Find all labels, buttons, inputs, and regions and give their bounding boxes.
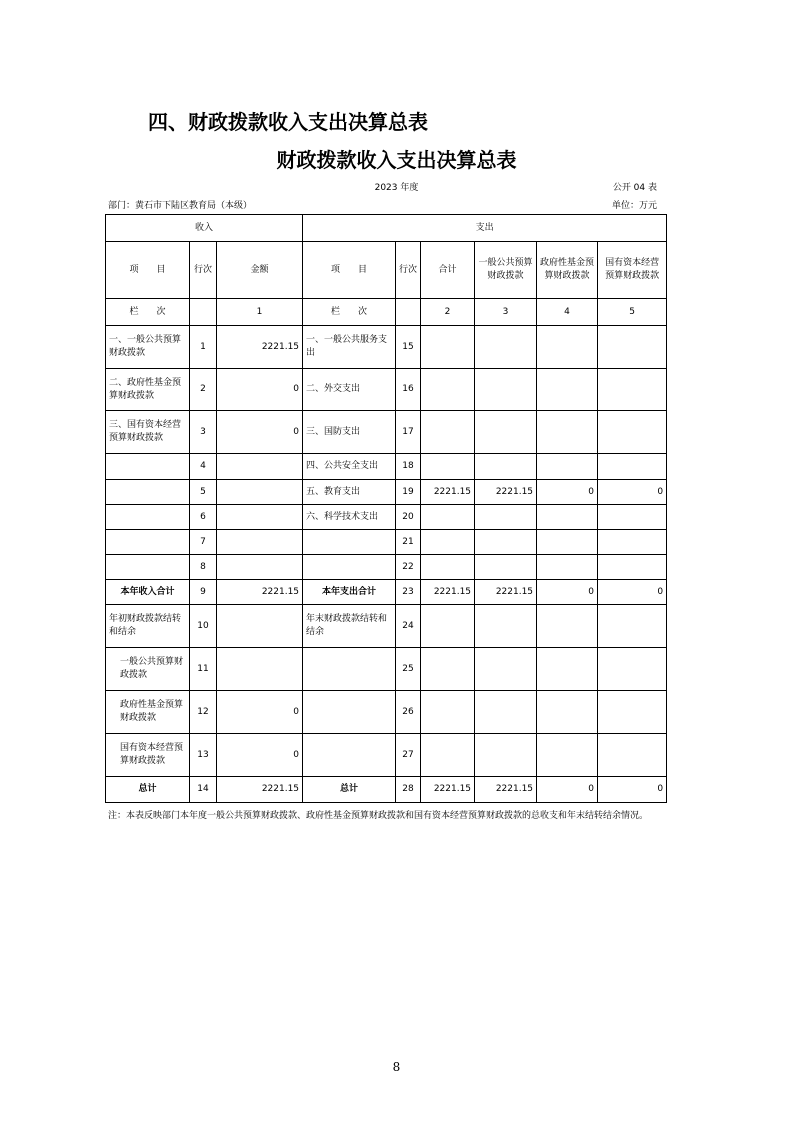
expense-row-number: 21 (396, 530, 421, 555)
income-row-number: 6 (190, 505, 217, 530)
expense-item: 一、一般公共服务支出 (303, 326, 396, 369)
total-value (421, 326, 475, 369)
income-row-number: 4 (190, 454, 217, 480)
amount-header: 金额 (217, 242, 303, 299)
expense-row-number: 27 (396, 734, 421, 777)
state-capital-value (598, 454, 667, 480)
expense-item (303, 555, 396, 580)
income-item (106, 480, 190, 505)
income-row-number: 2 (190, 369, 217, 411)
expense-row-number: 16 (396, 369, 421, 411)
expense-row-number: 18 (396, 454, 421, 480)
income-item: 三、国有资本经营预算财政拨款 (106, 411, 190, 454)
total-value: 2221.15 (421, 480, 475, 505)
gov-fund-value (537, 734, 598, 777)
state-capital-value: 0 (598, 580, 667, 605)
total-value: 2221.15 (421, 580, 475, 605)
income-item: 二、政府性基金预算财政拨款 (106, 369, 190, 411)
income-row-number: 5 (190, 480, 217, 505)
income-row-number: 12 (190, 691, 217, 734)
gov-fund-value (537, 648, 598, 691)
expense-item-header: 项 目 (303, 242, 396, 299)
state-capital-value (598, 505, 667, 530)
form-number: 公开 04 表 (612, 183, 657, 193)
general-budget-value (475, 505, 537, 530)
expense-item: 二、外交支出 (303, 369, 396, 411)
income-item (106, 454, 190, 480)
general-budget-value (475, 326, 537, 369)
income-row-number: 7 (190, 530, 217, 555)
state-capital-value (598, 530, 667, 555)
total-value (421, 555, 475, 580)
table-row (106, 505, 667, 530)
gov-fund-value (537, 369, 598, 411)
general-budget-value: 2221.15 (475, 580, 537, 605)
expense-item: 六、科学技术支出 (303, 505, 396, 530)
gov-fund-value (537, 555, 598, 580)
income-amount: 0 (217, 411, 303, 454)
income-amount (217, 505, 303, 530)
total-value (421, 454, 475, 480)
income-item (106, 555, 190, 580)
gov-fund-value: 0 (537, 777, 598, 803)
general-budget-value: 2221.15 (475, 480, 537, 505)
table-row (106, 369, 667, 411)
column-index-2: 2 (421, 299, 475, 326)
income-amount (217, 454, 303, 480)
income-row-number: 3 (190, 411, 217, 454)
state-capital-value (598, 648, 667, 691)
table-row (106, 454, 667, 480)
column-index-label: 栏 次 (106, 299, 190, 326)
income-amount (217, 605, 303, 648)
income-item-header: 项 目 (106, 242, 190, 299)
total-value (421, 648, 475, 691)
page-number: 8 (392, 1060, 401, 1074)
table-row (106, 530, 667, 555)
column-index-1: 1 (217, 299, 303, 326)
general-budget-value (475, 555, 537, 580)
income-amount (217, 648, 303, 691)
fiscal-appropriation-table (105, 214, 667, 803)
expense-item: 年末财政拨款结转和结余 (303, 605, 396, 648)
state-capital-header: 国有资本经营预算财政拨款 (598, 242, 667, 299)
unit-label: 单位：万元 (611, 201, 657, 211)
table-row (106, 326, 667, 369)
expense-row-number: 23 (396, 580, 421, 605)
table-row (106, 480, 667, 505)
total-value (421, 369, 475, 411)
expense-row-number: 25 (396, 648, 421, 691)
gov-fund-value: 0 (537, 580, 598, 605)
column-index-label: 栏 次 (303, 299, 396, 326)
expense-row-number: 28 (396, 777, 421, 803)
column-index-5: 5 (598, 299, 667, 326)
general-budget-value (475, 369, 537, 411)
income-item: 总计 (106, 777, 190, 803)
income-row-number: 10 (190, 605, 217, 648)
gov-fund-value: 0 (537, 480, 598, 505)
state-capital-value (598, 691, 667, 734)
income-amount: 2221.15 (217, 777, 303, 803)
income-item: 一、一般公共预算财政拨款 (106, 326, 190, 369)
gov-fund-value (537, 691, 598, 734)
state-capital-value (598, 555, 667, 580)
gov-fund-value (537, 454, 598, 480)
general-budget-value (475, 648, 537, 691)
table-row (106, 777, 667, 803)
income-item (106, 505, 190, 530)
income-amount: 2221.15 (217, 580, 303, 605)
general-budget-value: 2221.15 (475, 777, 537, 803)
total-value (421, 505, 475, 530)
income-row-number: 8 (190, 555, 217, 580)
state-capital-value (598, 326, 667, 369)
income-amount: 0 (217, 734, 303, 777)
expense-item (303, 691, 396, 734)
empty-cell (190, 299, 217, 326)
general-budget-header: 一般公共预算财政拨款 (475, 242, 537, 299)
general-budget-value (475, 454, 537, 480)
gov-fund-value (537, 326, 598, 369)
general-budget-value (475, 691, 537, 734)
expense-row-number: 26 (396, 691, 421, 734)
expense-item (303, 734, 396, 777)
income-item (106, 530, 190, 555)
income-row-number: 13 (190, 734, 217, 777)
table-row (106, 648, 667, 691)
department-label: 部门：黄石市下陆区教育局（本级） (108, 201, 253, 211)
total-header: 合计 (421, 242, 475, 299)
gov-fund-value (537, 505, 598, 530)
year-label: 2023 年度 (374, 183, 419, 193)
income-amount (217, 530, 303, 555)
income-item: 国有资本经营预算财政拨款 (106, 734, 190, 777)
gov-fund-header: 政府性基金预算财政拨款 (537, 242, 598, 299)
section-heading: 四、财政拨款收入支出决算总表 (148, 110, 428, 134)
expense-row-number: 22 (396, 555, 421, 580)
column-index-3: 3 (475, 299, 537, 326)
state-capital-value (598, 605, 667, 648)
income-amount: 0 (217, 691, 303, 734)
income-row-number: 9 (190, 580, 217, 605)
expense-item (303, 648, 396, 691)
income-amount (217, 555, 303, 580)
income-amount (217, 480, 303, 505)
income-item: 年初财政拨款结转和结余 (106, 605, 190, 648)
general-budget-value (475, 605, 537, 648)
expense-item: 本年支出合计 (303, 580, 396, 605)
gov-fund-value (537, 530, 598, 555)
total-value (421, 734, 475, 777)
expense-row-number: 15 (396, 326, 421, 369)
expense-item (303, 530, 396, 555)
expense-item: 三、国防支出 (303, 411, 396, 454)
income-header: 收入 (106, 215, 303, 242)
expense-row-number: 20 (396, 505, 421, 530)
income-row-number: 11 (190, 648, 217, 691)
income-row-header: 行次 (190, 242, 217, 299)
income-row-number: 14 (190, 777, 217, 803)
expense-header: 支出 (303, 215, 667, 242)
table-row (106, 605, 667, 648)
general-budget-value (475, 411, 537, 454)
gov-fund-value (537, 605, 598, 648)
table-row (106, 691, 667, 734)
general-budget-value (475, 734, 537, 777)
general-budget-value (475, 530, 537, 555)
table-footnote: 注：本表反映部门本年度一般公共预算财政拨款、政府性基金预算财政拨款和国有资本经营预算财政拨款的总收支和年末结转结余情况。 (108, 811, 649, 821)
table-row (106, 734, 667, 777)
expense-row-number: 19 (396, 480, 421, 505)
income-amount: 2221.15 (217, 326, 303, 369)
expense-row-header: 行次 (396, 242, 421, 299)
total-value (421, 691, 475, 734)
table-row (106, 555, 667, 580)
state-capital-value: 0 (598, 480, 667, 505)
income-row-number: 1 (190, 326, 217, 369)
total-value: 2221.15 (421, 777, 475, 803)
empty-cell (396, 299, 421, 326)
income-item: 一般公共预算财政拨款 (106, 648, 190, 691)
income-item: 本年收入合计 (106, 580, 190, 605)
state-capital-value (598, 734, 667, 777)
total-value (421, 411, 475, 454)
state-capital-value (598, 369, 667, 411)
expense-row-number: 24 (396, 605, 421, 648)
income-item: 政府性基金预算财政拨款 (106, 691, 190, 734)
total-value (421, 530, 475, 555)
total-value (421, 605, 475, 648)
table-row (106, 580, 667, 605)
gov-fund-value (537, 411, 598, 454)
table-row (106, 411, 667, 454)
expense-item: 五、教育支出 (303, 480, 396, 505)
column-index-4: 4 (537, 299, 598, 326)
state-capital-value (598, 411, 667, 454)
table-title: 财政拨款收入支出决算总表 (276, 148, 517, 172)
expense-item: 总计 (303, 777, 396, 803)
expense-item: 四、公共安全支出 (303, 454, 396, 480)
income-amount: 0 (217, 369, 303, 411)
state-capital-value: 0 (598, 777, 667, 803)
expense-row-number: 17 (396, 411, 421, 454)
